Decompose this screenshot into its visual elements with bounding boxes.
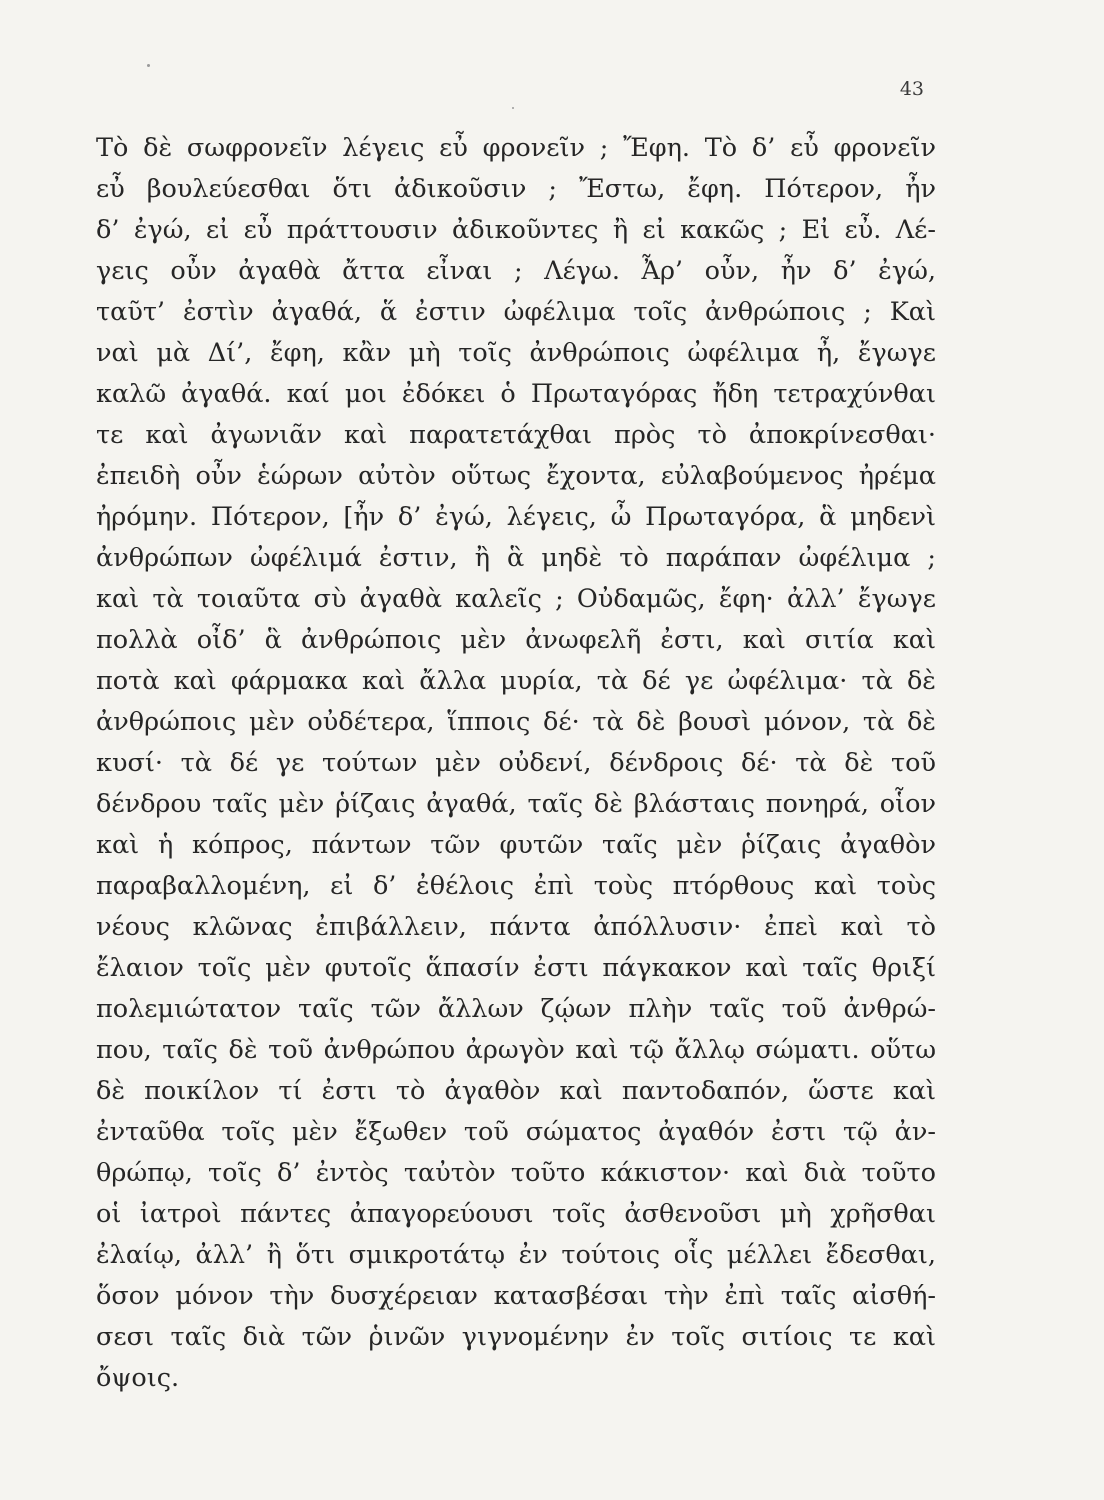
text-line: εὖ βουλεύεσθαι ὅτι ἀδικοῦσιν ; Ἔστω, ἔφη. Πότερον, ἦν: [96, 174, 936, 204]
text-line: πολλὰ οἶδ’ ἃ ἀνθρώποις μὲν ἀνωφελῆ ἐστι, καὶ σιτία καὶ: [96, 625, 936, 655]
text-line: πολεμιώτατον ταῖς τῶν ἄλλων ζῴων πλὴν ταῖς τοῦ ἀνθρώ-: [96, 994, 936, 1024]
text-line: ναὶ μὰ Δί’, ἔφη, κἂν μὴ τοῖς ἀνθρώποις ὠφέλιμα ἦ, ἔγωγε: [96, 338, 936, 368]
text-line: ὅσον μόνον τὴν δυσχέρειαν κατασβέσαι τὴν ἐπὶ ταῖς αἰσθή-: [96, 1281, 936, 1311]
text-line: ποτὰ καὶ φάρμακα καὶ ἄλλα μυρία, τὰ δέ γε ὠφέλιμα· τὰ δὲ: [96, 666, 936, 696]
body-text: [96, 128, 936, 1399]
text-line: που, ταῖς δὲ τοῦ ἀνθρώπου ἀρωγὸν καὶ τῷ ἄλλῳ σώματι. οὕτω: [96, 1035, 936, 1065]
text-line: γεις οὖν ἀγαθὰ ἄττα εἶναι ; Λέγω. Ἆρ’ οὖν, ἦν δ’ ἐγώ,: [96, 256, 936, 286]
text-line: δὲ ποικίλον τί ἐστι τὸ ἀγαθὸν καὶ παντοδαπόν, ὥστε καὶ: [96, 1076, 936, 1106]
text-line: δ’ ἐγώ, εἰ εὖ πράττουσιν ἀδικοῦντες ἢ εἰ κακῶς ; Εἰ εὖ. Λέ-: [96, 215, 936, 245]
text-line: ἀνθρώποις μὲν οὐδέτερα, ἵπποις δέ· τὰ δὲ βουσὶ μόνον, τὰ δὲ: [96, 707, 936, 737]
text-line: ἐλαίῳ, ἀλλ’ ἢ ὅτι σμικροτάτῳ ἐν τούτοις οἷς μέλλει ἔδεσθαι,: [96, 1240, 936, 1270]
text-line: ταῦτ’ ἐστὶν ἀγαθά, ἅ ἐστιν ὠφέλιμα τοῖς ἀνθρώποις ; Καὶ: [96, 297, 936, 327]
text-line: δένδρου ταῖς μὲν ῥίζαις ἀγαθά, ταῖς δὲ βλάσταις πονηρά, οἷον: [96, 789, 936, 819]
text-line: ἀνθρώπων ὠφέλιμά ἐστιν, ἢ ἃ μηδὲ τὸ παράπαν ὠφέλιμα ;: [96, 543, 936, 573]
page-number: 43: [899, 78, 924, 100]
text-line: καὶ ἡ κόπρος, πάντων τῶν φυτῶν ταῖς μὲν ῥίζαις ἀγαθὸν: [96, 830, 936, 860]
text-line: νέους κλῶνας ἐπιβάλλειν, πάντα ἀπόλλυσιν· ἐπεὶ καὶ τὸ: [96, 912, 936, 942]
ink-speck: [147, 64, 150, 67]
text-line: ὄψοις.: [96, 1363, 180, 1393]
text-line: καὶ τὰ τοιαῦτα σὺ ἀγαθὰ καλεῖς ; Οὐδαμῶς, ἔφη· ἀλλ’ ἔγωγε: [96, 584, 936, 614]
text-line: παραβαλλομένη, εἰ δ’ ἐθέλοις ἐπὶ τοὺς πτόρθους καὶ τοὺς: [96, 871, 936, 901]
text-line: τε καὶ ἀγωνιᾶν καὶ παρατετάχθαι πρὸς τὸ ἀποκρίνεσθαι·: [96, 420, 936, 450]
text-line: Τὸ δὲ σωφρονεῖν λέγεις εὖ φρονεῖν ; Ἔφη. Τὸ δ’ εὖ φρονεῖν: [96, 133, 936, 163]
text-line: θρώπῳ, τοῖς δ’ ἐντὸς ταὐτὸν τοῦτο κάκιστον· καὶ διὰ τοῦτο: [96, 1158, 936, 1188]
text-line: ἐπειδὴ οὖν ἑώρων αὐτὸν οὕτως ἔχοντα, εὐλαβούμενος ἠρέμα: [96, 461, 936, 491]
text-line: ἠρόμην. Πότερον, [ἦν δ’ ἐγώ, λέγεις, ὦ Πρωταγόρα, ἃ μηδενὶ: [96, 502, 936, 532]
text-line: σεσι ταῖς διὰ τῶν ῥινῶν γιγνομένην ἐν τοῖς σιτίοις τε καὶ: [96, 1322, 936, 1352]
text-line: ἐνταῦθα τοῖς μὲν ἔξωθεν τοῦ σώματος ἀγαθόν ἐστι τῷ ἀν-: [96, 1117, 936, 1147]
text-line: κυσί· τὰ δέ γε τούτων μὲν οὐδενί, δένδροις δέ· τὰ δὲ τοῦ: [96, 748, 936, 778]
text-line: οἱ ἰατροὶ πάντες ἀπαγορεύουσι τοῖς ἀσθενοῦσι μὴ χρῆσθαι: [96, 1199, 936, 1229]
text-line: ἔλαιον τοῖς μὲν φυτοῖς ἅπασίν ἐστι πάγκακον καὶ ταῖς θριξί: [96, 953, 936, 983]
text-line: καλῶ ἀγαθά. καί μοι ἐδόκει ὁ Πρωταγόρας ἤδη τετραχύνθαι: [96, 379, 936, 409]
ink-speck: [512, 107, 514, 109]
